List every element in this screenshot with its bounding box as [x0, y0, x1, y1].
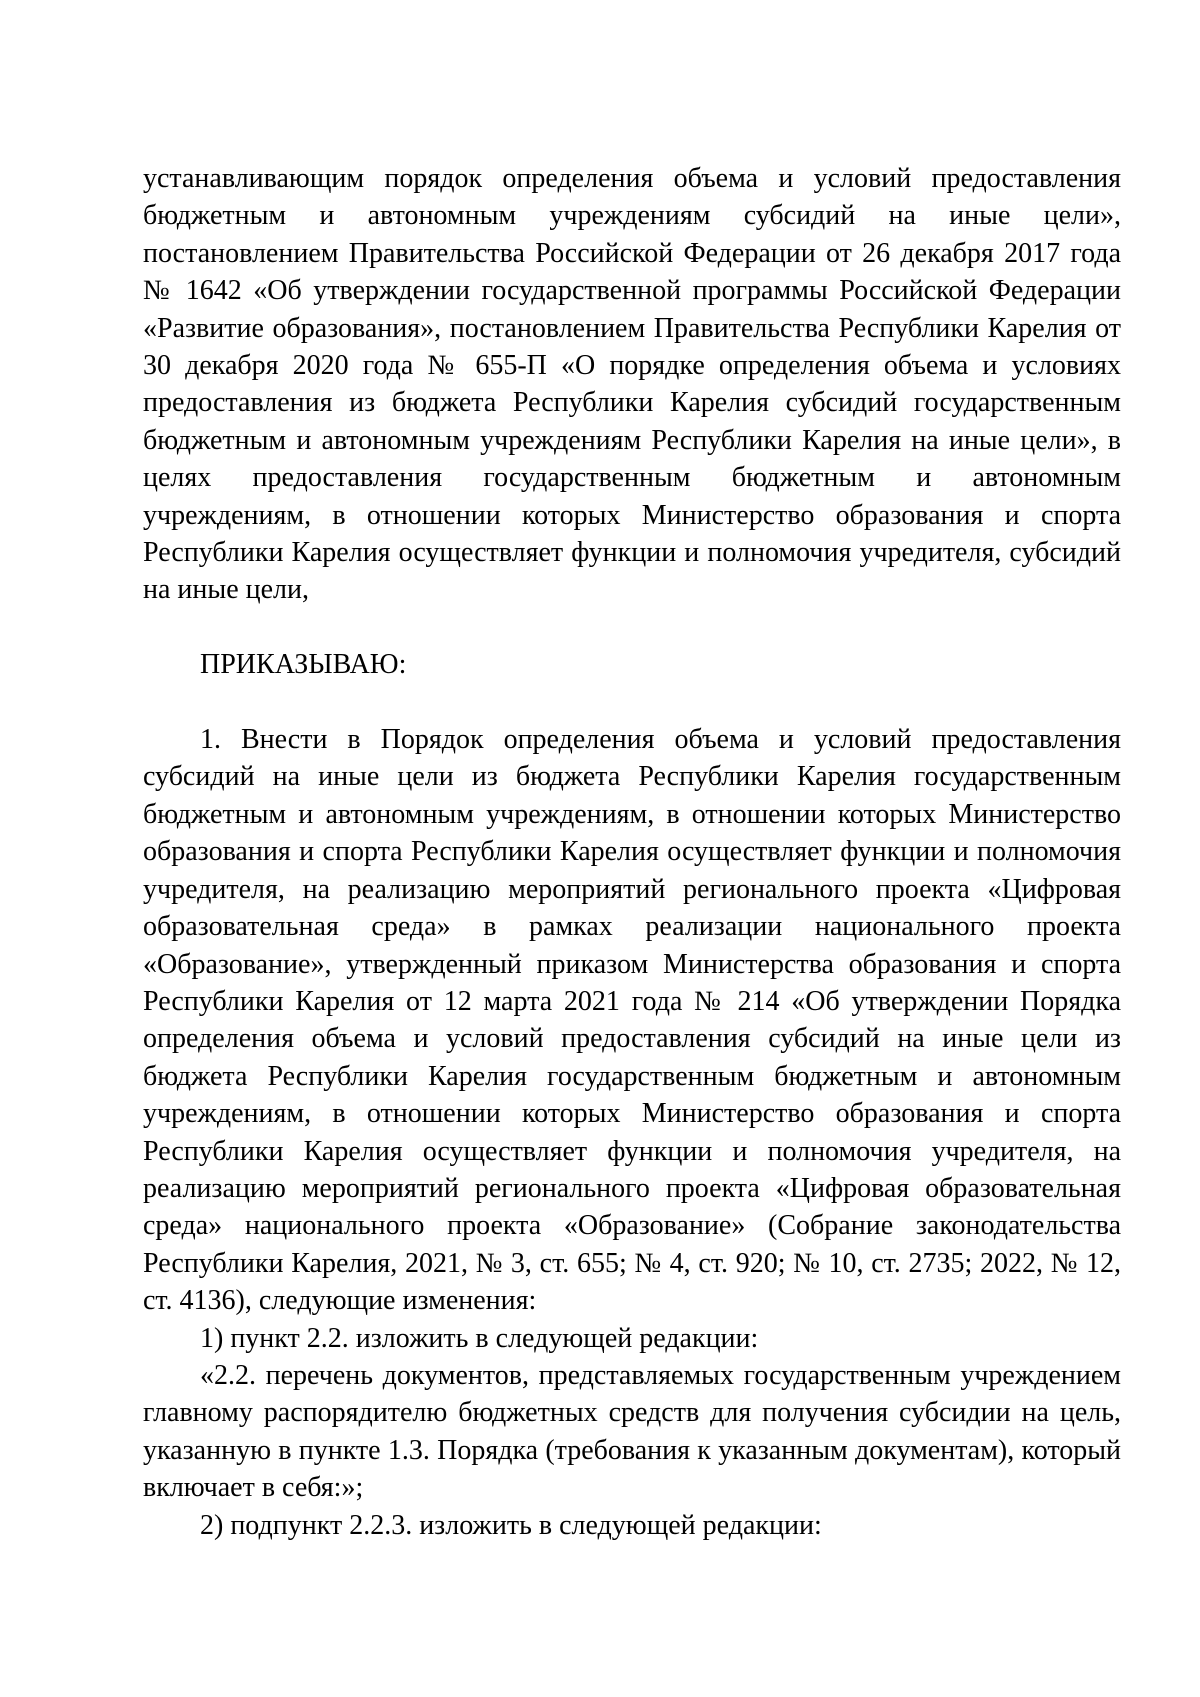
- paragraph-subitem-1: 1) пункт 2.2. изложить в следующей редакции:: [200, 1322, 759, 1354]
- paragraph-quote-2-2: «2.2. перечень документов, представляемых государственным учреждением главному распорядителю бюджетных средств для получения субсидии на цель, указанную в пункте 1.3. Порядка (требования к указанным документам), который включает в себя:»;: [143, 1359, 1121, 1504]
- paragraph-item-1: 1. Внести в Порядок определения объема и условий предоставления субсидий на иные цели из бюджета Республики Карелия государственным бюджетным и автономным учреждениям, в отношении которых Министерство образования и спорта Республики Карелия осуществляет функции и полномочия учредителя, на реализацию мероприятий регионального проекта «Цифровая образовательная среда» в рамках реализации национального проекта «Образование», утвержденный приказом Министерства образования и спорта Республики Карелия от 12 марта 2021 года № 214 «Об утверждении Порядка определения объема и условий предоставления субсидий на иные цели из бюджета Республики Карелия государственным бюджетным и автономным учреждениям, в отношении которых Министерство образования и спорта Республики Карелия осуществляет функции и полномочия учредителя, на реализацию мероприятий регионального проекта «Цифровая образовательная среда» национального проекта «Образование» (Собрание законодательства Республики Карелия, 2021, № 3, ст. 655; № 4, ст. 920; № 10, ст. 2735; 2022, № 12, ст. 4136), следующие изменения:: [143, 724, 1121, 1317]
- document-body: [143, 160, 1121, 1544]
- paragraph-intro: устанавливающим порядок определения объема и условий предоставления бюджетным и автономным учреждениям субсидий на иные цели», постановлением Правительства Российской Федерации от 26 декабря 2017 года № 1642 «Об утверждении государственной программы Российской Федерации «Развитие образования», постановлением Правительства Республики Карелия от 30 декабря 2020 года № 655-П «О порядке определения объема и условиях предоставления из бюджета Республики Карелия субсидий государственным бюджетным и автономным учреждениям Республики Карелия на иные цели», в целях предоставления государственным бюджетным и автономным учреждениям, в отношении которых Министерство образования и спорта Республики Карелия осуществляет функции и полномочия учредителя, субсидий на иные цели,: [143, 163, 1121, 606]
- order-heading: ПРИКАЗЫВАЮ:: [200, 649, 407, 681]
- paragraph-gap: [143, 609, 1121, 646]
- paragraph-subitem-2: 2) подпункт 2.2.3. изложить в следующей редакции:: [200, 1509, 822, 1541]
- paragraph-gap: [143, 684, 1121, 721]
